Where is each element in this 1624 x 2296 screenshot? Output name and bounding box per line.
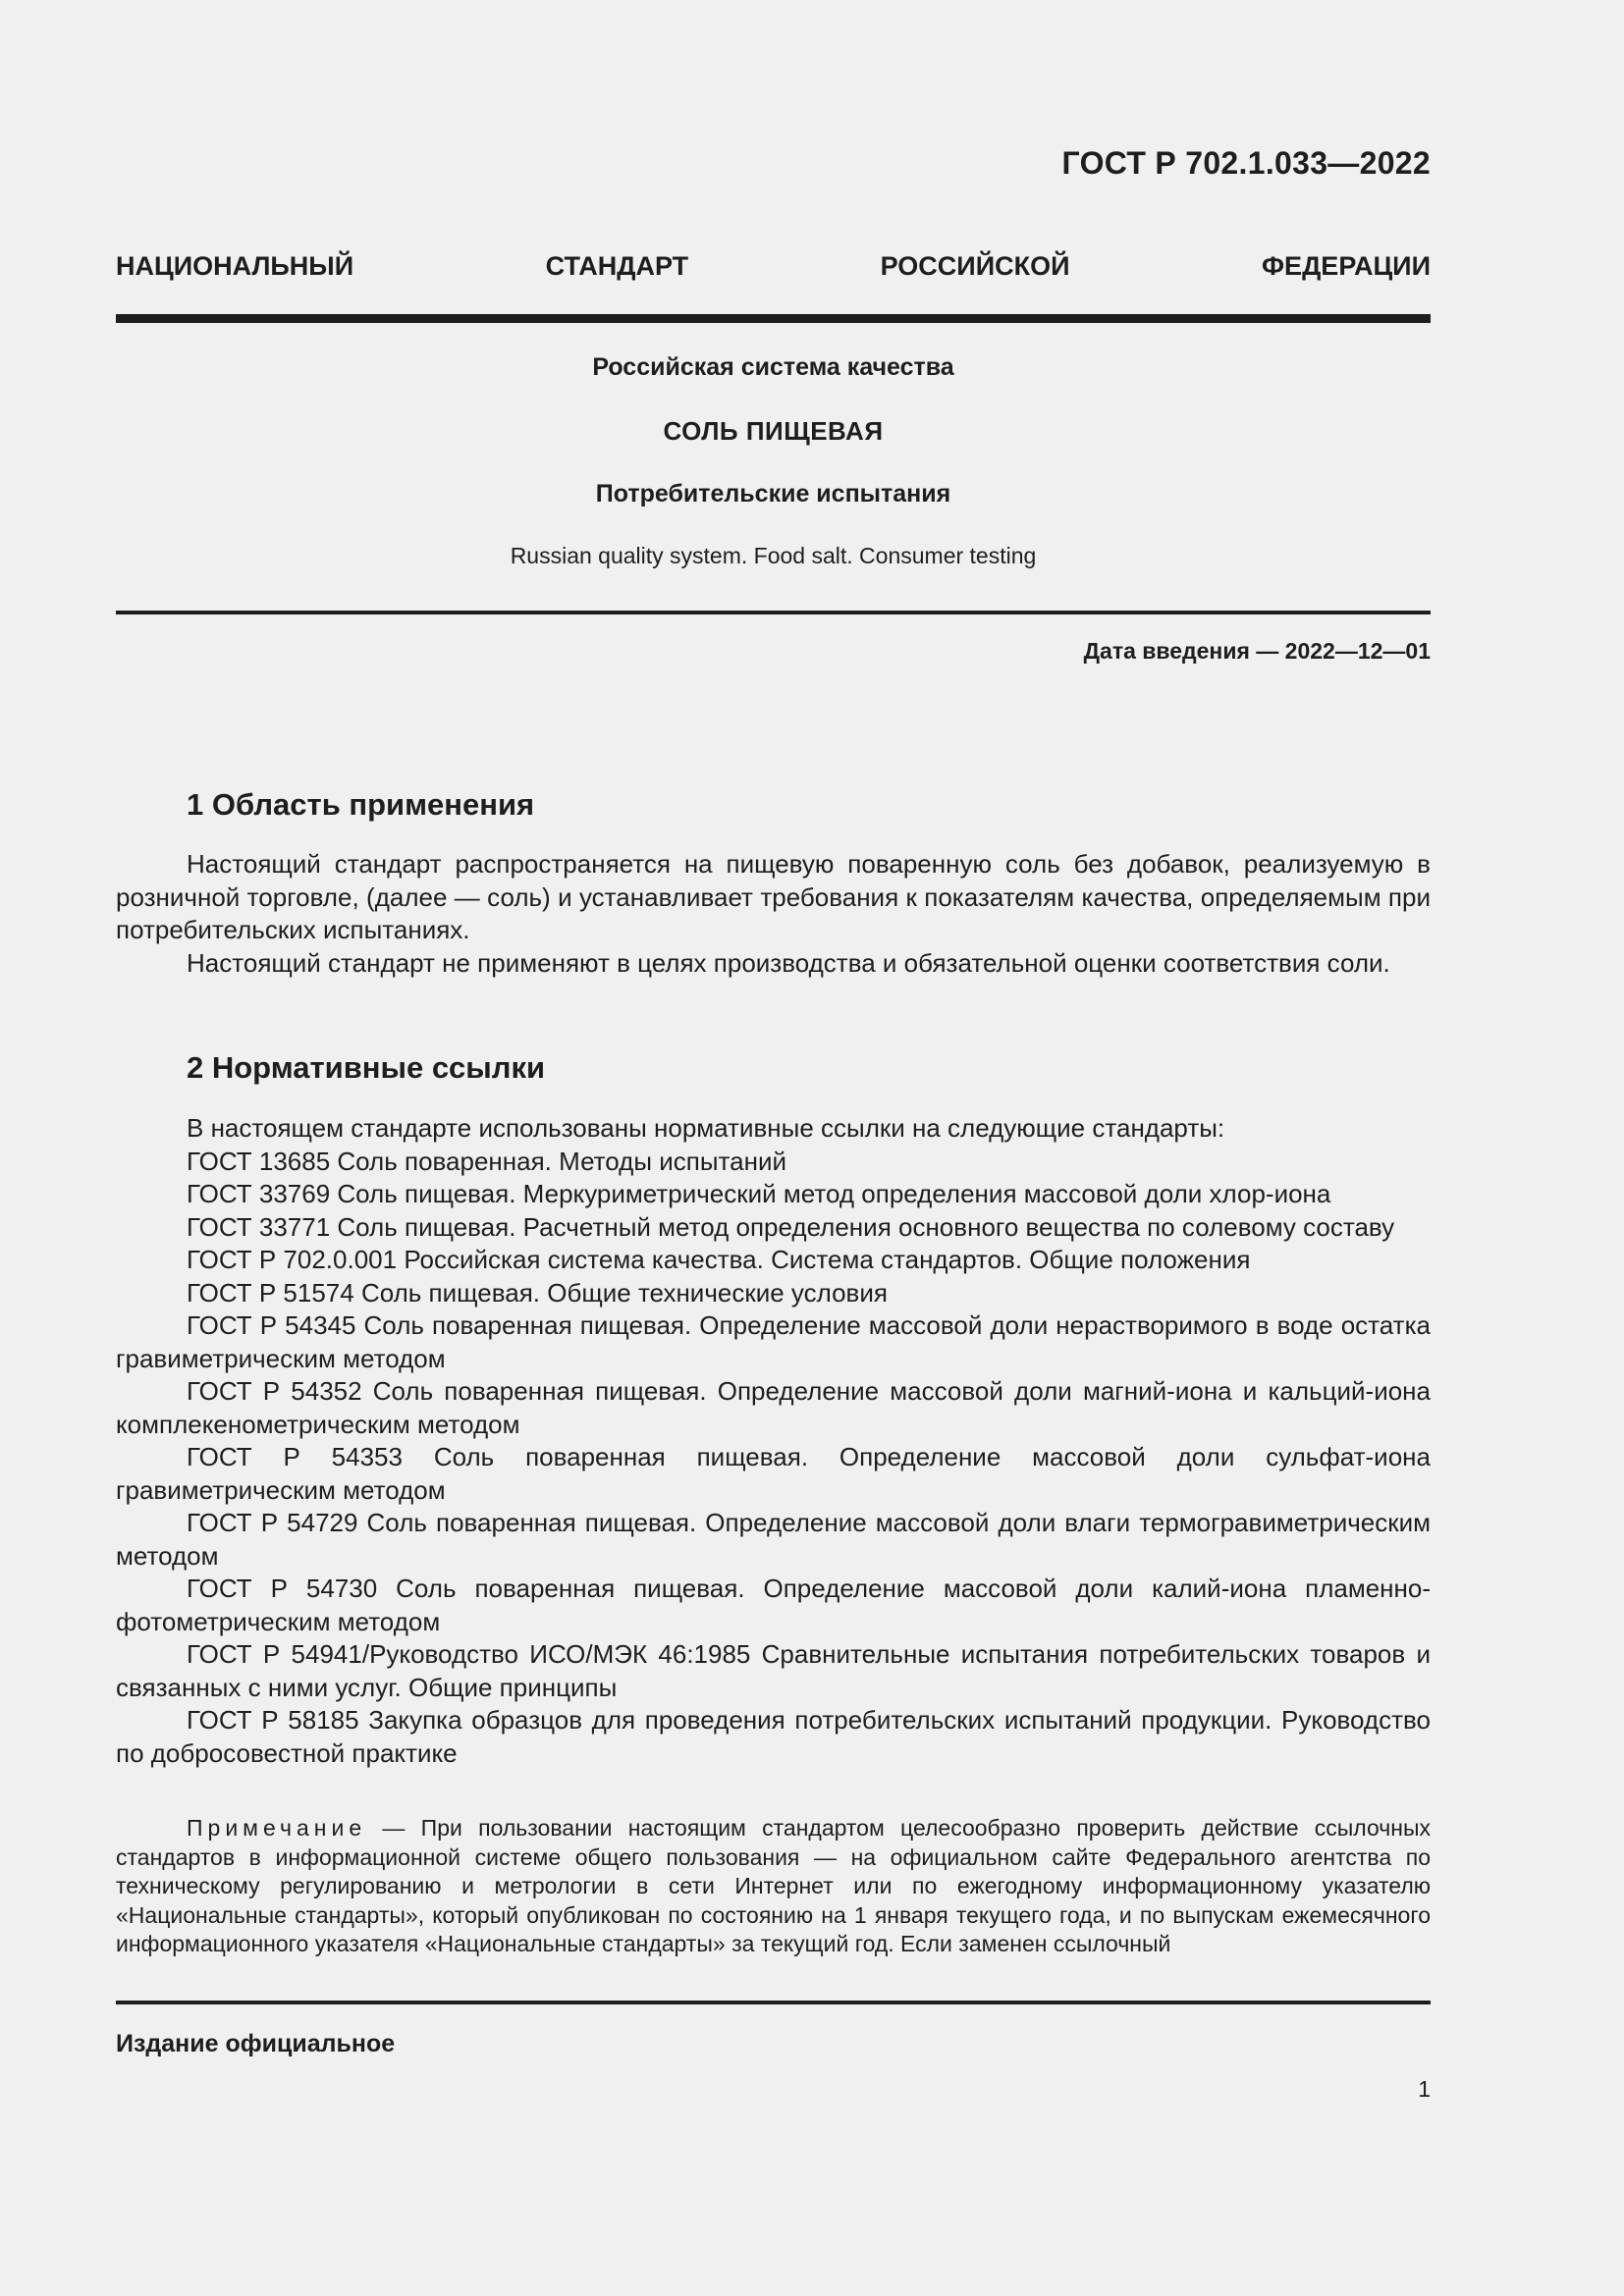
paragraph: Настоящий стандарт не применяют в целях производства и обязательной оценки соответствия соли. xyxy=(187,947,1390,978)
document-page xyxy=(116,0,1431,2296)
title-product: СОЛЬ ПИЩЕВАЯ xyxy=(663,416,884,446)
reference-item: ГОСТ Р 54730 Соль поваренная пищевая. Определение массовой доли калий-иона пламенно-фотометрическим методом xyxy=(116,1574,1431,1636)
title-subject: Потребительские испытания xyxy=(595,480,951,507)
references-list xyxy=(116,1112,1431,1770)
page-number: 1 xyxy=(1418,2076,1431,2102)
reference-item: ГОСТ Р 58185 Закупка образцов для проведения потребительских испытаний продукции. Руководство по добросовестной практике xyxy=(116,1705,1431,1768)
reference-item: ГОСТ Р 702.0.001 Российская система качества. Система стандартов. Общие положения xyxy=(187,1245,1251,1274)
banner-word: ФЕДЕРАЦИИ xyxy=(1262,251,1431,281)
official-edition-label: Издание официальное xyxy=(116,2030,396,2057)
footer-divider xyxy=(116,2001,1431,2004)
national-standard-banner xyxy=(116,251,1431,282)
reference-item: ГОСТ 33771 Соль пищевая. Расчетный метод определения основного вещества по солевому составу xyxy=(187,1211,1395,1242)
header-divider xyxy=(116,314,1431,323)
section-2-heading: 2 Нормативные ссылки xyxy=(187,1050,546,1085)
reference-item: ГОСТ Р 51574 Соль пищевая. Общие технические условия xyxy=(187,1277,888,1308)
reference-item: ГОСТ Р 54353 Соль поваренная пищевая. Определение массовой доли сульфат-иона гравиметрическим методом xyxy=(116,1442,1431,1505)
banner-word: СТАНДАРТ xyxy=(545,251,689,281)
section-1-body xyxy=(116,848,1431,980)
intro-date: Дата введения — 2022—12—01 xyxy=(1083,638,1431,664)
note-block xyxy=(116,1814,1431,1959)
reference-item: ГОСТ Р 54729 Соль поваренная пищевая. Определение массовой доли влаги термогравиметрическим методом xyxy=(116,1508,1431,1571)
references-intro: В настоящем стандарте использованы нормативные ссылки на следующие стандарты: xyxy=(187,1113,1225,1143)
title-english: Russian quality system. Food salt. Consumer testing xyxy=(510,543,1037,568)
note-text: — При пользовании настоящим стандартом целесообразно проверить действие ссылочных стандартов в информационной системе общего пользования — на официальном сайте Федерального агентства по техническому регулированию и метрологии в сети Интернет или по ежегодному информационному указателю «Национальные стандарты», который опубликован по состоянию на 1 января текущего года, и по выпускам ежемесячного информационного указателя «Национальные стандарты» за текущий год. Если заменен ссылочный xyxy=(116,1815,1431,1956)
gost-code: ГОСТ Р 702.1.033—2022 xyxy=(1061,145,1431,181)
reference-item: ГОСТ 33769 Соль пищевая. Меркуриметрический метод определения массовой доли хлор-иона xyxy=(187,1179,1331,1208)
reference-item: ГОСТ Р 54941/Руководство ИСО/МЭК 46:1985 Сравнительные испытания потребительских товаров и связанных с ними услуг. Общие принципы xyxy=(116,1639,1431,1702)
title-system: Российская система качества xyxy=(592,353,954,381)
reference-item: ГОСТ Р 54345 Соль поваренная пищевая. Определение массовой доли нерастворимого в воде остатка гравиметрическим методом xyxy=(116,1310,1431,1373)
reference-item: ГОСТ Р 54352 Соль поваренная пищевая. Определение массовой доли магний-иона и кальций-иона комплекенометрическим методом xyxy=(116,1376,1431,1439)
paragraph: Настоящий стандарт распространяется на пищевую поваренную соль без добавок, реализуемую в розничной торговле, (далее — соль) и устанавливает требования к показателям качества, определяемым при потребительских испытаниях. xyxy=(116,849,1431,944)
note-label: Примечание xyxy=(187,1815,367,1841)
title-divider xyxy=(116,611,1431,614)
note-paragraph xyxy=(116,1814,1431,1959)
banner-word: НАЦИОНАЛЬНЫЙ xyxy=(116,251,354,281)
section-1-heading: 1 Область применения xyxy=(187,787,535,822)
reference-item: ГОСТ 13685 Соль поваренная. Методы испытаний xyxy=(187,1146,787,1176)
banner-word: РОССИЙСКОЙ xyxy=(880,251,1070,281)
